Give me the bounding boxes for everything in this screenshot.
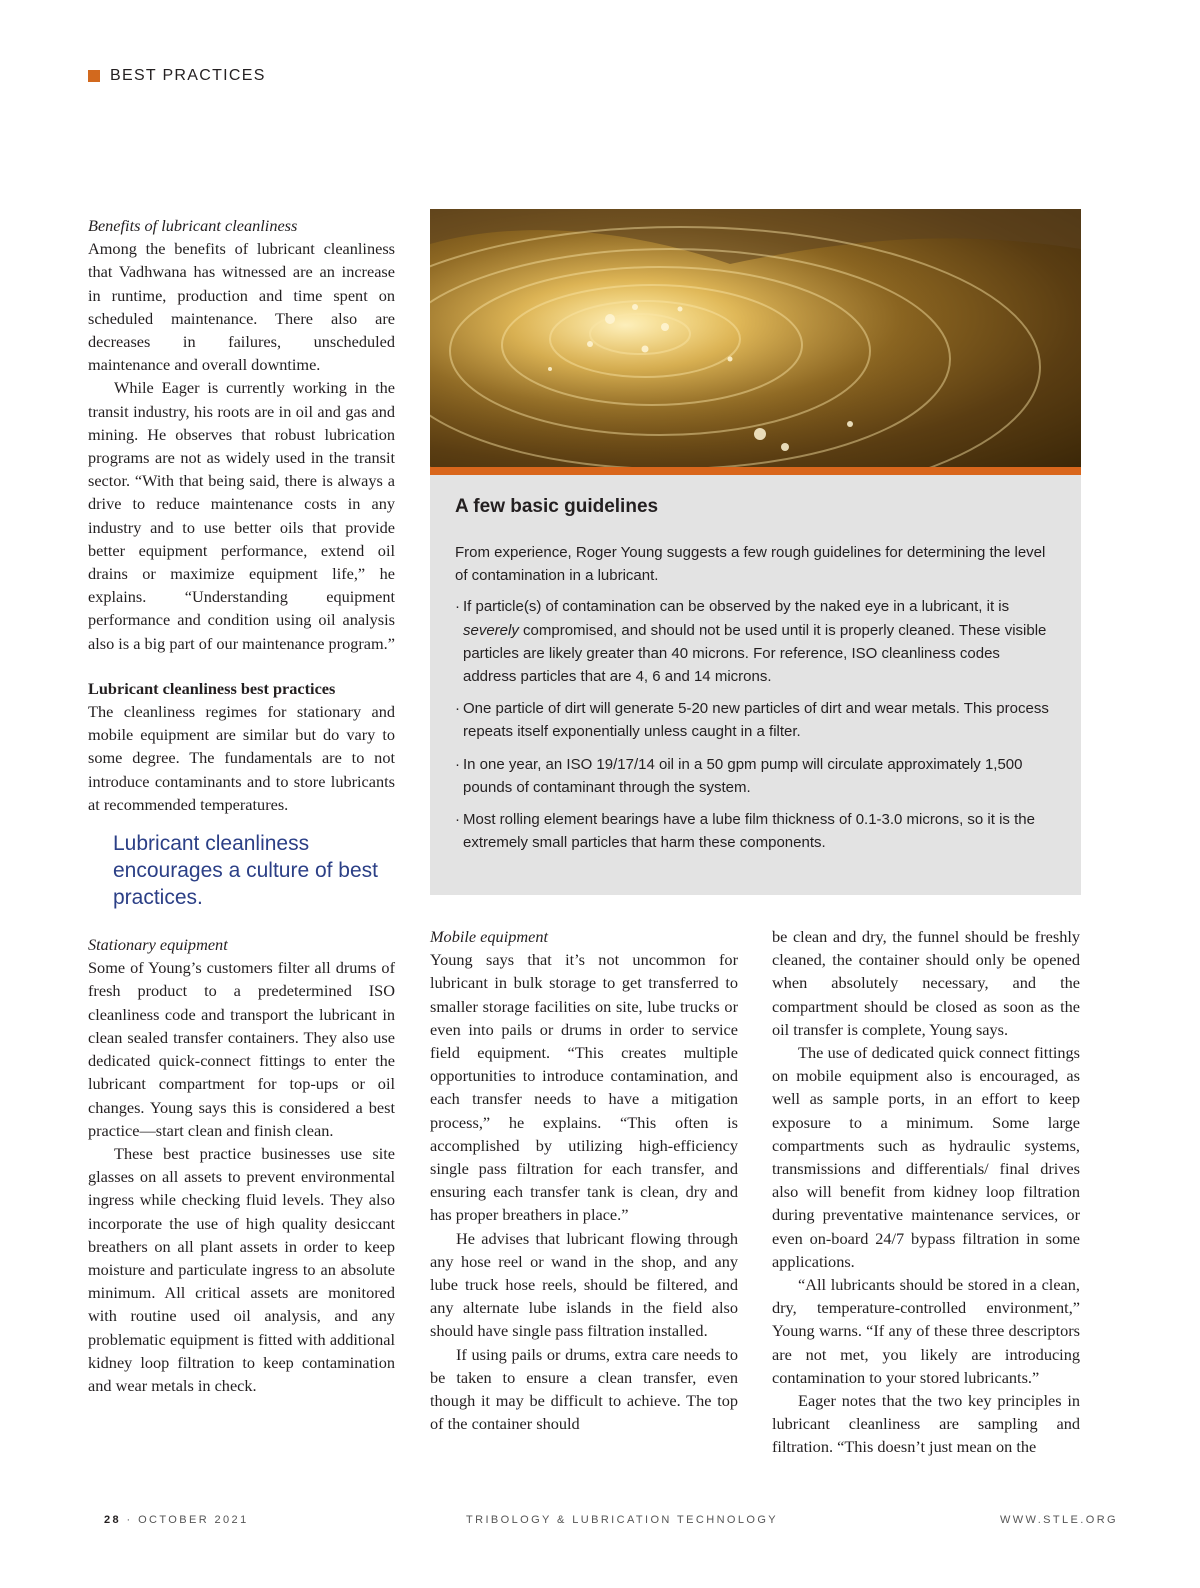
column-right <box>772 925 1080 1459</box>
oil-ripple-graphic <box>430 209 1081 467</box>
footer-separator: · <box>126 1514 133 1526</box>
subheading-benefits: Benefits of lubricant cleanliness <box>88 216 298 235</box>
paragraph: These best practice businesses use site glasses on all assets to prevent environmental ingress while checking fluid levels. They also incorporate the use of high quality desiccant breathers on all plant assets in order to keep moisture and particulate ingress to an absolute minimum. All critical assets are monitored with routine used oil analysis, and any problematic equipment is fitted with additional kidney loop filtration to keep contamination and wear metals in check. <box>88 1143 395 1395</box>
pull-quote: Lubricant cleanliness encourages a culture of best practices. <box>113 832 379 910</box>
sidebar-title: A few basic guidelines <box>455 496 659 517</box>
guideline-item: · Most rolling element bearings have a lube film thickness of 0.1-3.0 microns, so it is the extremely small particles that harm these components. <box>455 808 1054 854</box>
paragraph: “All lubricants should be stored in a clean, dry, temperature-controlled environment,” Young warns. “If any of these three descriptors are not met, you likely are introducing contamination to your stored lubricants.” <box>772 1275 1080 1387</box>
paragraph: The use of dedicated quick connect fittings on mobile equipment also is encouraged, as well as sample ports, in an effort to keep exposure to a minimum. Some large compartments such as hydraulic systems, transmissions and differentials/ final drives also will benefit from kidney loop filtration during preventative maintenance services, or even on-board 24/7 bypass filtration in some applications. <box>772 1043 1080 1271</box>
subheading-mobile: Mobile equipment <box>430 927 549 946</box>
guideline-item: · In one year, an ISO 19/17/14 oil in a 50 gpm pump will circulate approximately 1,500 pounds of contaminant through the system. <box>455 753 1054 799</box>
column-middle <box>430 925 738 1435</box>
paragraph: Eager notes that the two key principles in lubricant cleanliness are sampling and filtration. “This doesn’t just mean on the <box>772 1391 1080 1457</box>
paragraph: The cleanliness regimes for stationary and mobile equipment are similar but do vary to some degree. The fundamentals are to not introduce contaminants and to store lubricants at recommended temperatures. <box>88 702 395 814</box>
paragraph: Among the benefits of lubricant cleanliness that Vadhwana has witnessed are an increase in runtime, production and time spent on scheduled maintenance. There also are decreases in failures, unscheduled maintenance and overall downtime. <box>88 239 395 375</box>
paragraph: Young says that it’s not uncommon for lubricant in bulk storage to get transferred to smaller storage facilities on site, lube trucks or even into pails or drums in order to service field equipment. “This creates multiple opportunities to introduce contamination, and each transfer needs to have a mitigation process,” he explains. “This often is accomplished by utilizing high-efficiency single pass filtration for each transfer, and ensuring each transfer tank is clean, dry and has proper breathers in place.” <box>430 950 738 1225</box>
guidelines-list <box>455 595 1054 854</box>
guideline-item: · If particle(s) of contamination can be observed by the naked eye in a lubricant, it is severely compromised, and should not be used until it is properly cleaned. These visible particles are likely greater than 40 microns. For reference, ISO cleanliness codes address particles that are 4, 6 and 14 microns. <box>455 595 1054 688</box>
magazine-name: TRIBOLOGY & LUBRICATION TECHNOLOGY <box>466 1514 779 1526</box>
guideline-item: · One particle of dirt will generate 5-20 new particles of dirt and wear metals. This process repeats itself exponentially unless caught in a filter. <box>455 697 1054 743</box>
section-label: BEST PRACTICES <box>110 67 266 84</box>
column-left <box>88 214 395 1397</box>
section-marker-icon <box>88 70 100 82</box>
oil-swirl-photo <box>430 209 1081 467</box>
paragraph: Some of Young’s customers filter all drums of fresh product to a predetermined ISO cleanliness code and transport the lubricant in clean sealed transfer containers. They also use dedicated quick-connect fittings to enter the lubricant compartment for top-ups or oil changes. Young says this is considered a best practice—start clean and finish clean. <box>88 958 395 1140</box>
photo-accent-rule <box>430 467 1081 475</box>
guidelines-sidebar <box>430 475 1081 895</box>
issue-date: OCTOBER 2021 <box>138 1514 249 1526</box>
section-tag <box>88 66 266 86</box>
page-number: 28 <box>104 1514 122 1526</box>
page-footer <box>0 1514 1200 1530</box>
sidebar-intro: From experience, Roger Young suggests a few rough guidelines for determining the level of contamination in a lubricant. <box>455 544 1046 585</box>
heading-best-practices: Lubricant cleanliness best practices <box>88 678 336 698</box>
subheading-stationary: Stationary equipment <box>88 935 228 955</box>
paragraph: While Eager is currently working in the transit industry, his roots are in oil and gas and mining. He observes that robust lubrication programs are not as widely used in the transit sector. “With that being said, there is always a drive to reduce maintenance costs in any industry and to use better oils that provide better equipment performance, extend oil drains or maximize equipment life,” he explains. “Understanding equipment performance and condition using oil analysis also is a big part of our maintenance program.” <box>88 378 395 653</box>
paragraph: be clean and dry, the funnel should be freshly cleaned, the container should only be opened when absolutely necessary, and the compartment should be closed as soon as the oil transfer is complete, Young says. <box>772 927 1080 1039</box>
website-url: WWW.STLE.ORG <box>999 1514 1118 1526</box>
paragraph: If using pails or drums, extra care needs to be taken to ensure a clean transfer, even though it may be difficult to achieve. The top of the container should <box>430 1344 738 1434</box>
paragraph: He advises that lubricant flowing through any hose reel or wand in the shop, and any lube truck hose reels, should be filtered, and any alternate lube islands in the field also should have single pass filtration installed. <box>430 1228 738 1341</box>
footer-left <box>104 1514 249 1526</box>
